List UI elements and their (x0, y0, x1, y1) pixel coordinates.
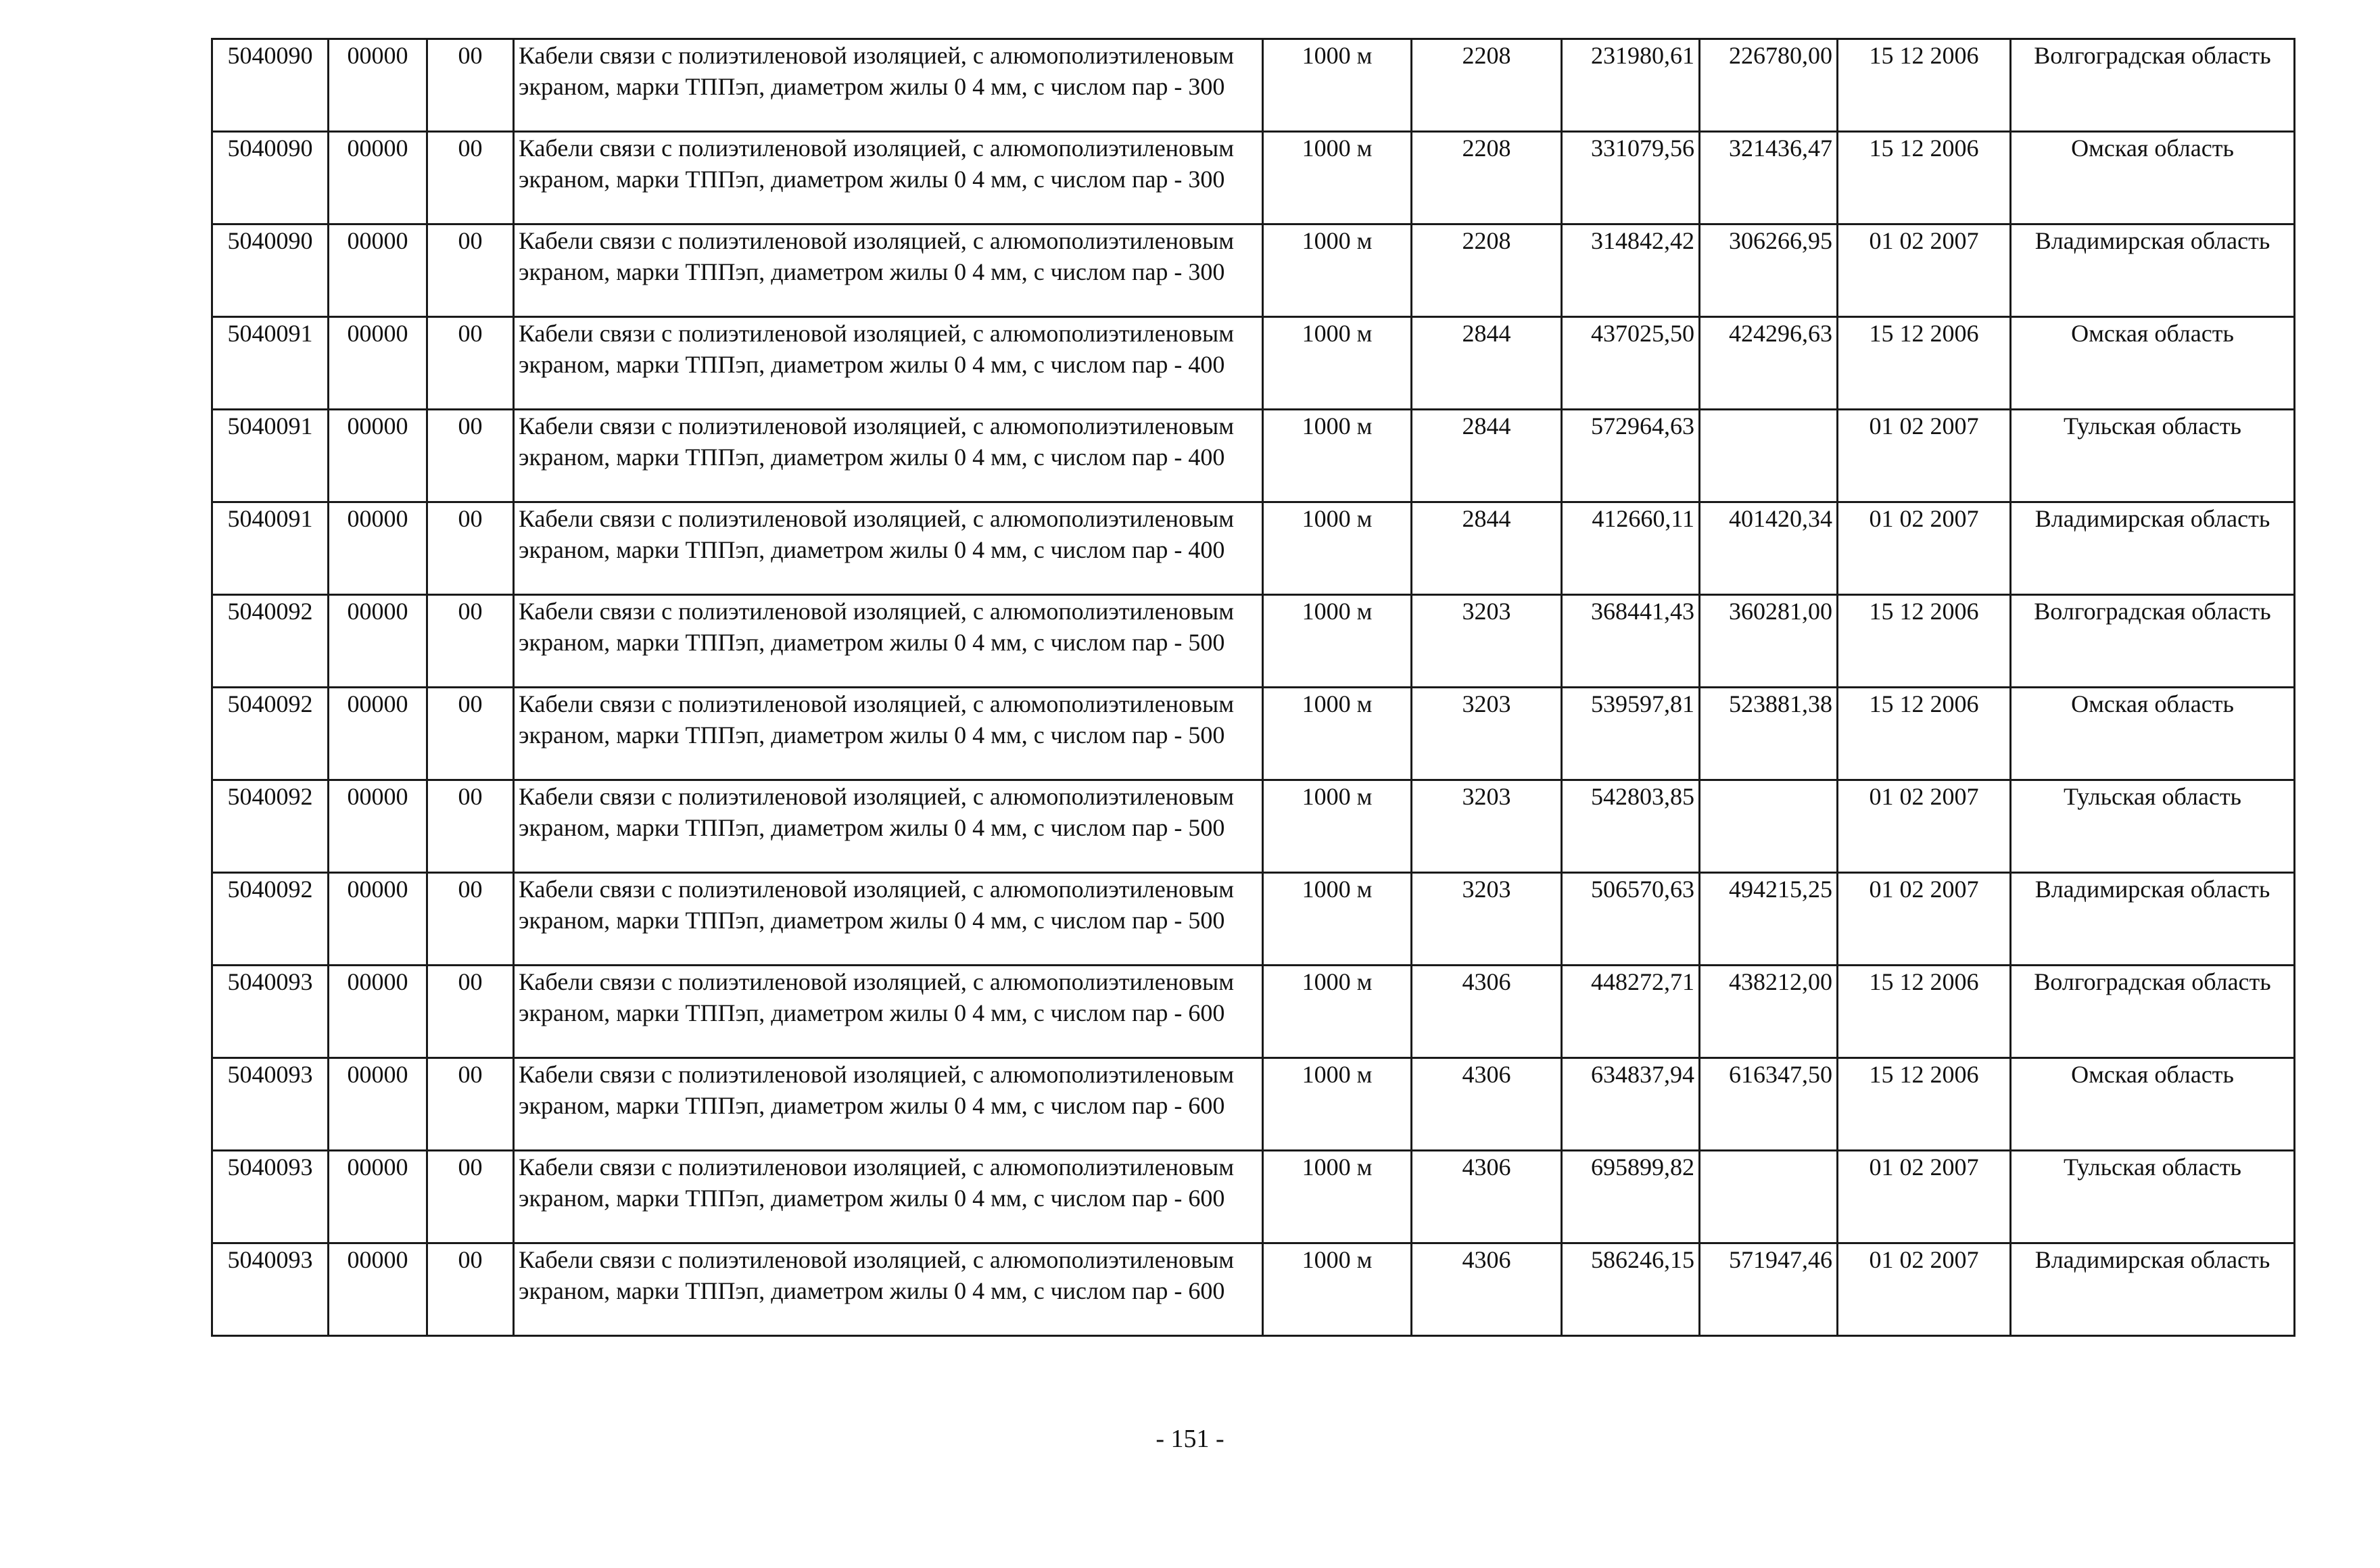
cell-unit: 1000 м (1263, 317, 1412, 410)
cell-price-2: 360281,00 (1700, 595, 1838, 688)
cell-number: 00 (427, 410, 514, 502)
cell-date: 01 02 2007 (1838, 780, 2011, 873)
cell-region: Волгоградская область (2011, 966, 2295, 1058)
cell-quantity: 2208 (1412, 224, 1562, 317)
cell-subcode: 00000 (329, 224, 427, 317)
cell-price-1: 542803,85 (1562, 780, 1700, 873)
cell-date: 15 12 2006 (1838, 39, 2011, 132)
cell-price-2: 226780,00 (1700, 39, 1838, 132)
table-row (212, 595, 2295, 688)
cell-code: 5040091 (212, 410, 329, 502)
cell-subcode: 00000 (329, 1243, 427, 1336)
cell-quantity: 3203 (1412, 780, 1562, 873)
cell-unit: 1000 м (1263, 780, 1412, 873)
cell-price-1: 231980,61 (1562, 39, 1700, 132)
page-number: - 151 - (1156, 1425, 1224, 1453)
cell-price-2: 494215,25 (1700, 873, 1838, 966)
cell-region: Омская область (2011, 1058, 2295, 1151)
table-row (212, 39, 2295, 132)
cell-quantity: 2208 (1412, 39, 1562, 132)
cell-price-1: 412660,11 (1562, 502, 1700, 595)
cell-unit: 1000 м (1263, 595, 1412, 688)
cell-subcode: 00000 (329, 132, 427, 224)
cell-description: Кабели связи с полиэтиленовой изоляцией, с алюмополиэтиленовым экраном, марки ТППэп, диаметром жилы 0 4 мм, с числом пар - 300 (514, 132, 1263, 224)
cell-code: 5040092 (212, 688, 329, 780)
cell-code: 5040093 (212, 1058, 329, 1151)
cell-region: Тульская область (2011, 780, 2295, 873)
cell-subcode: 00000 (329, 410, 427, 502)
cell-price-2: 401420,34 (1700, 502, 1838, 595)
cell-subcode: 00000 (329, 966, 427, 1058)
cell-number: 00 (427, 780, 514, 873)
cell-price-2: 571947,46 (1700, 1243, 1838, 1336)
cell-subcode: 00000 (329, 595, 427, 688)
cell-description: Кабели связи с полиэтиленовой изоляцией, с алюмополиэтиленовым экраном, марки ТППэп, диаметром жилы 0 4 мм, с числом пар - 500 (514, 595, 1263, 688)
cell-number: 00 (427, 1243, 514, 1336)
cell-region: Тульская область (2011, 410, 2295, 502)
cell-date: 15 12 2006 (1838, 317, 2011, 410)
cell-subcode: 00000 (329, 317, 427, 410)
cell-quantity: 4306 (1412, 1151, 1562, 1243)
cell-number: 00 (427, 502, 514, 595)
cell-subcode: 00000 (329, 873, 427, 966)
cell-code: 5040093 (212, 966, 329, 1058)
cell-subcode: 00000 (329, 502, 427, 595)
cell-code: 5040090 (212, 132, 329, 224)
cell-region: Владимирская область (2011, 1243, 2295, 1336)
cell-number: 00 (427, 224, 514, 317)
cell-region: Владимирская область (2011, 873, 2295, 966)
cell-unit: 1000 м (1263, 502, 1412, 595)
cell-price-2: 306266,95 (1700, 224, 1838, 317)
cell-price-1: 572964,63 (1562, 410, 1700, 502)
cell-subcode: 00000 (329, 39, 427, 132)
cell-code: 5040090 (212, 39, 329, 132)
cell-date: 01 02 2007 (1838, 502, 2011, 595)
table-row (212, 132, 2295, 224)
cell-code: 5040091 (212, 317, 329, 410)
cell-unit: 1000 м (1263, 410, 1412, 502)
cell-description: Кабели связи с полиэтиленовой изоляцией, с алюмополиэтиленовым экраном, марки ТППэп, диаметром жилы 0 4 мм, с числом пар - 400 (514, 317, 1263, 410)
cell-description: Кабели связи с полиэтиленовой изоляцией, с алюмополиэтиленовым экраном, марки ТППэп, диаметром жилы 0 4 мм, с числом пар - 300 (514, 224, 1263, 317)
cell-description: Кабели связи с полиэтиленовой изоляцией, с алюмополиэтиленовым экраном, марки ТППэп, диаметром жилы 0 4 мм, с числом пар - 300 (514, 39, 1263, 132)
table-row (212, 502, 2295, 595)
cell-number: 00 (427, 1151, 514, 1243)
table-row (212, 224, 2295, 317)
cell-description: Кабели связи с полиэтиленовой изоляцией, с алюмополиэтиленовым экраном, марки ТППэп, диаметром жилы 0 4 мм, с числом пар - 500 (514, 780, 1263, 873)
cell-description: Кабели связи с полиэтиленовой изоляцией, с алюмополиэтиленовым экраном, марки ТППэп, диаметром жилы 0 4 мм, с числом пар - 500 (514, 688, 1263, 780)
cell-price-1: 634837,94 (1562, 1058, 1700, 1151)
cell-subcode: 00000 (329, 688, 427, 780)
cell-region: Владимирская область (2011, 502, 2295, 595)
cell-date: 01 02 2007 (1838, 410, 2011, 502)
table-body (212, 39, 2295, 1336)
cell-quantity: 3203 (1412, 688, 1562, 780)
table-row (212, 966, 2295, 1058)
cell-description: Кабели связи с полиэтиленовои изоляцией, с алюмополиэтиленовым экраном, марки ТППэп, диаметром жилы 0 4 мм, с числом пар - 600 (514, 1151, 1263, 1243)
cell-quantity: 2844 (1412, 410, 1562, 502)
cell-quantity: 2844 (1412, 502, 1562, 595)
cell-number: 00 (427, 1058, 514, 1151)
cell-number: 00 (427, 966, 514, 1058)
cell-date: 15 12 2006 (1838, 966, 2011, 1058)
cell-number: 00 (427, 132, 514, 224)
cell-quantity: 2844 (1412, 317, 1562, 410)
cell-unit: 1000 м (1263, 966, 1412, 1058)
cell-number: 00 (427, 39, 514, 132)
cell-description: Кабели связи с полиэтиленовой изоляцией, с алюмополиэтиленовым экраном, марки ТППэп, диаметром жилы 0 4 мм, с числом пар - 400 (514, 410, 1263, 502)
cell-price-2 (1700, 1151, 1838, 1243)
cell-price-2: 424296,63 (1700, 317, 1838, 410)
cell-region: Волгоградская область (2011, 39, 2295, 132)
cell-quantity: 4306 (1412, 1243, 1562, 1336)
cell-unit: 1000 м (1263, 688, 1412, 780)
cell-price-2: 321436,47 (1700, 132, 1838, 224)
cell-code: 5040090 (212, 224, 329, 317)
cell-date: 15 12 2006 (1838, 688, 2011, 780)
cell-price-1: 331079,56 (1562, 132, 1700, 224)
cell-region: Владимирская область (2011, 224, 2295, 317)
cell-unit: 1000 м (1263, 224, 1412, 317)
cell-date: 01 02 2007 (1838, 873, 2011, 966)
cell-date: 01 02 2007 (1838, 1151, 2011, 1243)
cell-date: 01 02 2007 (1838, 1243, 2011, 1336)
cell-price-1: 314842,42 (1562, 224, 1700, 317)
cell-date: 15 12 2006 (1838, 595, 2011, 688)
cell-number: 00 (427, 595, 514, 688)
cell-description: Кабели связи с полиэтиленовой изоляцией, с алюмополиэтиленовым экраном, марки ТППэп, диаметром жилы 0 4 мм, с числом пар - 600 (514, 1058, 1263, 1151)
cell-unit: 1000 м (1263, 1058, 1412, 1151)
cell-price-2: 523881,38 (1700, 688, 1838, 780)
cell-description: Кабели связи с полиэтиленовой изоляцией, с алюмополиэтиленовым экраном, марки ТППэп, диаметром жилы 0 4 мм, с числом пар - 600 (514, 1243, 1263, 1336)
cell-subcode: 00000 (329, 1151, 427, 1243)
cell-number: 00 (427, 873, 514, 966)
cell-unit: 1000 м (1263, 132, 1412, 224)
cell-code: 5040093 (212, 1243, 329, 1336)
cell-price-2: 438212,00 (1700, 966, 1838, 1058)
cell-unit: 1000 м (1263, 39, 1412, 132)
cell-price-2 (1700, 410, 1838, 502)
cell-subcode: 00000 (329, 780, 427, 873)
cell-code: 5040092 (212, 780, 329, 873)
table-row (212, 780, 2295, 873)
cell-quantity: 2208 (1412, 132, 1562, 224)
table-row (212, 1243, 2295, 1336)
table-row (212, 410, 2295, 502)
cell-code: 5040092 (212, 873, 329, 966)
cell-date: 15 12 2006 (1838, 132, 2011, 224)
cell-date: 15 12 2006 (1838, 1058, 2011, 1151)
cell-region: Омская область (2011, 688, 2295, 780)
cell-code: 5040092 (212, 595, 329, 688)
table-row (212, 317, 2295, 410)
cell-quantity: 3203 (1412, 595, 1562, 688)
cell-unit: 1000 м (1263, 1243, 1412, 1336)
table-row (212, 1058, 2295, 1151)
cell-number: 00 (427, 688, 514, 780)
cell-region: Волгоградская область (2011, 595, 2295, 688)
cell-price-1: 448272,71 (1562, 966, 1700, 1058)
price-table (211, 38, 2295, 1337)
cell-region: Тульская область (2011, 1151, 2295, 1243)
cell-price-1: 539597,81 (1562, 688, 1700, 780)
cell-price-1: 437025,50 (1562, 317, 1700, 410)
cell-date: 01 02 2007 (1838, 224, 2011, 317)
cell-price-1: 695899,82 (1562, 1151, 1700, 1243)
cell-region: Омская область (2011, 317, 2295, 410)
cell-description: Кабели связи с полиэтиленовой изоляцией, с алюмополиэтиленовым экраном, марки ТППэп, диаметром жилы 0 4 мм, с числом пар - 600 (514, 966, 1263, 1058)
cell-unit: 1000 м (1263, 873, 1412, 966)
cell-quantity: 4306 (1412, 1058, 1562, 1151)
cell-price-1: 586246,15 (1562, 1243, 1700, 1336)
cell-quantity: 4306 (1412, 966, 1562, 1058)
cell-price-1: 506570,63 (1562, 873, 1700, 966)
cell-subcode: 00000 (329, 1058, 427, 1151)
cell-code: 5040091 (212, 502, 329, 595)
table-row (212, 688, 2295, 780)
cell-price-2: 616347,50 (1700, 1058, 1838, 1151)
cell-unit: 1000 м (1263, 1151, 1412, 1243)
cell-price-1: 368441,43 (1562, 595, 1700, 688)
table-row (212, 1151, 2295, 1243)
cell-price-2 (1700, 780, 1838, 873)
cell-quantity: 3203 (1412, 873, 1562, 966)
cell-region: Омская область (2011, 132, 2295, 224)
cell-code: 5040093 (212, 1151, 329, 1243)
cell-number: 00 (427, 317, 514, 410)
table-row (212, 873, 2295, 966)
cell-description: Кабели связи с полиэтиленовой изоляцией, с алюмополиэтиленовым экраном, марки ТППэп, диаметром жилы 0 4 мм, с числом пар - 500 (514, 873, 1263, 966)
cell-description: Кабели связи с полиэтиленовой изоляцией, с алюмополиэтиленовым экраном, марки ТППэп, диаметром жилы 0 4 мм, с числом пар - 400 (514, 502, 1263, 595)
